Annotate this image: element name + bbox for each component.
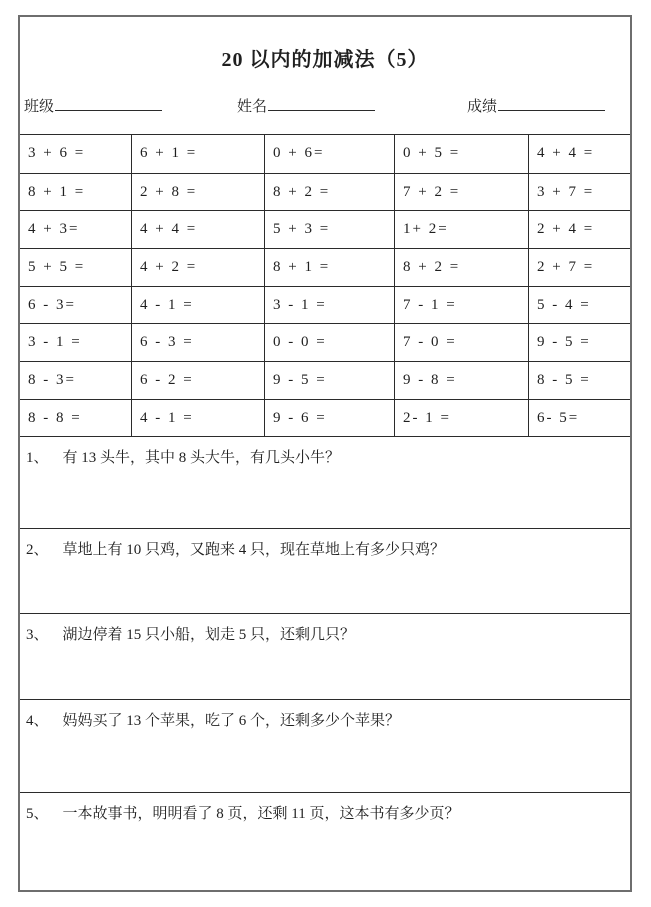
class-blank-line	[55, 96, 162, 111]
math-problem-cell: 4 + 4 =	[132, 211, 265, 248]
grid-row	[20, 286, 630, 324]
math-problem-cell: 0 - 0 =	[265, 324, 395, 361]
grid-row	[20, 361, 630, 399]
math-problem-cell: 0 + 6=	[265, 135, 395, 173]
math-problem-cell: 7 + 2 =	[395, 174, 529, 211]
problem-text: 湖边停着 15 只小船，划走 5 只，还剩几只？	[62, 626, 356, 643]
problem-number: 2、	[26, 541, 49, 558]
header-fields	[20, 95, 630, 119]
word-problem-row	[20, 613, 630, 699]
math-problem-cell: 7 - 0 =	[395, 324, 529, 361]
word-problem-row	[20, 699, 630, 792]
math-problem-cell: 6- 5=	[537, 409, 580, 426]
math-problem-cell: 8 - 8 =	[20, 400, 132, 437]
math-problem-cell: 8 + 2 =	[265, 174, 395, 211]
math-problem-cell: 8 + 1 =	[20, 174, 132, 211]
class-label: 班级	[24, 99, 55, 115]
math-problem-cell: 1+ 2=	[395, 211, 529, 248]
math-problem-cell: 8 + 1 =	[265, 249, 395, 286]
math-problem-cell: 5 + 3 =	[265, 211, 395, 248]
score-label: 成绩	[467, 99, 498, 115]
problem-text: 妈妈买了 13 个苹果，吃了 6 个，还剩多少个苹果？	[62, 712, 401, 729]
class-field	[24, 95, 162, 116]
grid-row	[20, 173, 630, 211]
score-blank-line	[498, 96, 605, 111]
worksheet-page	[18, 15, 632, 892]
math-problem-cell: 9 - 6 =	[265, 400, 395, 437]
problem-text: 草地上有 10 只鸡，又跑来 4 只，现在草地上有多少只鸡？	[62, 541, 446, 558]
math-problem-cell: 8 - 5 =	[537, 371, 591, 388]
grid-row	[20, 210, 630, 248]
math-problem-cell: 2 + 8 =	[132, 174, 265, 211]
problem-number: 5、	[26, 805, 49, 822]
word-problem-row	[20, 528, 630, 613]
math-problem-cell: 3 + 7 =	[537, 183, 595, 200]
arithmetic-grid	[20, 134, 630, 437]
word-problem-row	[20, 436, 630, 528]
math-problem-cell: 8 - 3=	[20, 362, 132, 399]
math-problem-cell: 6 - 2 =	[132, 362, 265, 399]
problem-number: 1、	[26, 449, 49, 466]
problem-number: 3、	[26, 626, 49, 643]
math-problem-cell: 6 - 3 =	[132, 324, 265, 361]
grid-row	[20, 399, 630, 437]
math-problem-cell: 2- 1 =	[395, 400, 529, 437]
math-problem-cell: 6 - 3=	[20, 287, 132, 324]
math-problem-cell: 4 - 1 =	[132, 400, 265, 437]
math-problem-cell: 2 + 4 =	[537, 221, 595, 238]
grid-row	[20, 248, 630, 286]
grid-row	[20, 323, 630, 361]
page-title: 20 以内的加减法（5）	[221, 49, 429, 71]
math-problem-cell: 3 + 6 =	[20, 135, 132, 173]
math-problem-cell: 7 - 1 =	[395, 287, 529, 324]
math-problem-cell: 5 + 5 =	[20, 249, 132, 286]
problem-text: 一本故事书，明明看了 8 页，还剩 11 页，这本书有多少页？	[62, 805, 460, 822]
word-problems-section	[20, 436, 630, 890]
math-problem-cell: 3 - 1 =	[265, 287, 395, 324]
math-problem-cell: 2 + 7 =	[537, 258, 595, 275]
math-problem-cell: 9 - 5 =	[265, 362, 395, 399]
name-blank-line	[268, 96, 375, 111]
name-label: 姓名	[237, 99, 268, 115]
math-problem-cell: 3 - 1 =	[20, 324, 132, 361]
math-problem-cell: 6 + 1 =	[132, 135, 265, 173]
grid-row	[20, 135, 630, 173]
math-problem-cell: 9 - 5 =	[537, 334, 591, 351]
math-problem-cell: 4 + 2 =	[132, 249, 265, 286]
math-problem-cell: 9 - 8 =	[395, 362, 529, 399]
math-problem-cell: 5 - 4 =	[537, 296, 591, 313]
problem-number: 4、	[26, 712, 49, 729]
math-problem-cell: 0 + 5 =	[395, 135, 529, 173]
math-problem-cell: 4 + 4 =	[537, 145, 595, 162]
problem-text: 有 13 头牛，其中 8 头大牛，有几头小牛？	[62, 449, 341, 466]
word-problem-row	[20, 792, 630, 890]
math-problem-cell: 8 + 2 =	[395, 249, 529, 286]
math-problem-cell: 4 + 3=	[20, 211, 132, 248]
name-field	[237, 95, 375, 116]
score-field	[467, 95, 605, 116]
math-problem-cell: 4 - 1 =	[132, 287, 265, 324]
